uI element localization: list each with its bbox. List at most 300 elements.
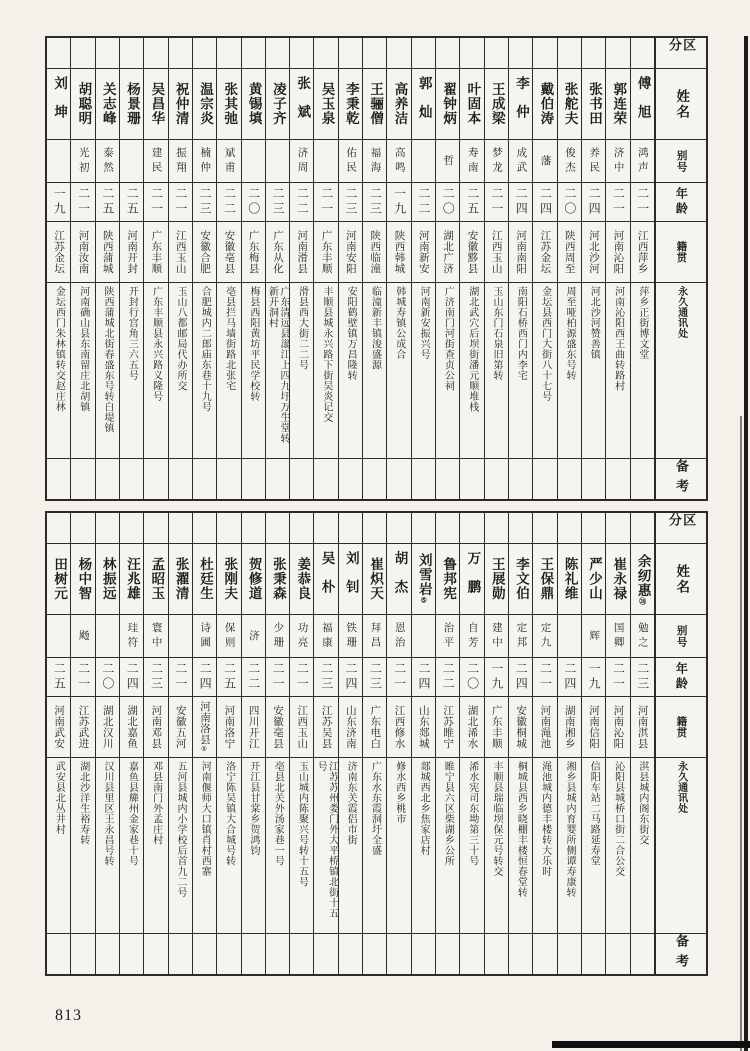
person-name: 胡聪明 bbox=[76, 82, 92, 126]
native-place-cell bbox=[363, 697, 386, 758]
directory-entry bbox=[168, 513, 192, 974]
header-alias-label: 别号 bbox=[675, 149, 687, 173]
person-native-place: 河南新安 bbox=[417, 230, 429, 274]
address-cell bbox=[582, 283, 605, 459]
person-name: 余纫惠㉘ bbox=[635, 553, 651, 605]
age-cell bbox=[558, 658, 581, 697]
notes-cell bbox=[339, 459, 362, 499]
directory-entry bbox=[168, 38, 192, 499]
alias-cell bbox=[71, 615, 94, 658]
person-age: 一九 bbox=[587, 662, 602, 692]
native-place-cell bbox=[217, 697, 240, 758]
name-cell bbox=[169, 544, 192, 615]
alias-cell bbox=[96, 140, 119, 183]
person-age: 二三 bbox=[344, 187, 358, 217]
person-native-place: 江苏吴县 bbox=[320, 705, 332, 749]
directory-entry bbox=[70, 513, 94, 974]
address-cell bbox=[96, 283, 119, 459]
alias-cell bbox=[606, 615, 629, 658]
header-address-label: 永久通讯处 bbox=[675, 286, 687, 339]
person-address: 广济南门河街查贞公祠 bbox=[442, 286, 454, 391]
address-cell bbox=[217, 758, 240, 934]
header-alias bbox=[656, 140, 706, 183]
name-cell bbox=[120, 69, 143, 140]
person-address: 广东清远县滃江上四九圩万生堂转新开洞村 bbox=[266, 286, 289, 444]
native-place-cell bbox=[387, 697, 410, 758]
age-cell bbox=[314, 658, 337, 697]
address-cell bbox=[582, 758, 605, 934]
person-native-place: 河南安阳 bbox=[344, 230, 356, 274]
address-cell bbox=[339, 283, 362, 459]
person-age: 二二 bbox=[295, 187, 310, 217]
person-age: 二三 bbox=[198, 187, 213, 217]
person-age: 二一 bbox=[611, 187, 626, 217]
notes-cell bbox=[387, 459, 410, 499]
person-native-place: 广东丰顺 bbox=[490, 705, 502, 749]
person-age: 二五 bbox=[465, 187, 480, 217]
notes-cell bbox=[558, 459, 581, 499]
person-address: 丰顺县瑞临坝保元号转交 bbox=[491, 761, 503, 877]
person-alias: 定九 bbox=[539, 621, 551, 651]
person-address: 亳县北关外汤家巷一号 bbox=[272, 761, 284, 866]
address-cell bbox=[363, 283, 386, 459]
person-address: 金坛西门朱林镇转交赵庄林 bbox=[53, 286, 65, 412]
name-cell bbox=[460, 69, 483, 140]
age-cell bbox=[582, 183, 605, 222]
address-cell bbox=[460, 283, 483, 459]
name-cell bbox=[242, 544, 265, 615]
age-cell bbox=[144, 183, 167, 222]
person-name: 汪兆雄 bbox=[125, 557, 141, 601]
name-cell bbox=[363, 69, 386, 140]
directory-entry bbox=[119, 38, 143, 499]
native-place-cell bbox=[533, 697, 556, 758]
person-age: 二二 bbox=[246, 662, 261, 692]
person-address: 亳县拦马墙街路北张宅 bbox=[223, 286, 235, 391]
name-cell bbox=[71, 544, 94, 615]
person-address: 广东水东霞洞圩全盛 bbox=[369, 761, 381, 856]
notes-cell bbox=[71, 934, 94, 974]
person-name: 王展勋 bbox=[489, 557, 505, 601]
section-cell bbox=[509, 513, 532, 544]
person-address: 开江县甘棠乡贺鸿钧 bbox=[247, 761, 259, 856]
person-native-place: 湖北广济 bbox=[442, 230, 454, 274]
native-place-cell bbox=[266, 697, 289, 758]
person-name: 严少山 bbox=[586, 557, 602, 601]
person-alias: 佑民 bbox=[345, 146, 357, 176]
age-cell bbox=[169, 658, 192, 697]
native-place-cell bbox=[266, 222, 289, 283]
person-age: 二〇 bbox=[246, 187, 261, 217]
person-native-place: 河南沁阳 bbox=[612, 230, 624, 274]
section-cell bbox=[558, 38, 581, 69]
directory-entry bbox=[313, 513, 337, 974]
notes-cell bbox=[314, 459, 337, 499]
address-cell bbox=[193, 758, 216, 934]
person-alias: 治平 bbox=[442, 621, 454, 651]
notes-cell bbox=[606, 459, 629, 499]
person-address: 丰顺县城永兴路下街吴炎记交 bbox=[320, 286, 332, 423]
person-name: 张秉森 bbox=[270, 557, 286, 601]
person-native-place: 江西玉山 bbox=[296, 705, 308, 749]
person-name: 杨景珊 bbox=[125, 82, 141, 126]
section-cell bbox=[460, 38, 483, 69]
native-place-cell bbox=[606, 222, 629, 283]
person-name: 戴伯涛 bbox=[538, 82, 554, 126]
header-address bbox=[656, 283, 706, 459]
person-address: 萍乡正街博文堂 bbox=[636, 286, 648, 360]
person-alias: 建中 bbox=[491, 621, 503, 651]
age-cell bbox=[460, 658, 483, 697]
native-place-cell bbox=[71, 222, 94, 283]
notes-cell bbox=[120, 459, 143, 499]
person-age: 二五 bbox=[125, 187, 140, 217]
alias-cell bbox=[582, 140, 605, 183]
notes-cell bbox=[606, 934, 629, 974]
person-name: 凌子齐 bbox=[270, 82, 286, 126]
alias-cell bbox=[339, 615, 362, 658]
person-alias: 诗圃 bbox=[199, 621, 211, 651]
person-address: 玉山八都邮局代办所交 bbox=[174, 286, 186, 391]
address-cell bbox=[509, 283, 532, 459]
address-cell bbox=[412, 283, 435, 459]
age-cell bbox=[217, 658, 240, 697]
person-native-place: 安徽五河 bbox=[174, 705, 186, 749]
name-cell bbox=[144, 69, 167, 140]
directory-entry bbox=[265, 38, 289, 499]
person-name: 贺修道 bbox=[246, 557, 262, 601]
alias-cell bbox=[290, 140, 313, 183]
age-cell bbox=[290, 183, 313, 222]
alias-cell bbox=[363, 615, 386, 658]
person-address: 江苏苏州娄门外大平桥镇北街十五号 bbox=[315, 761, 338, 919]
address-cell bbox=[339, 758, 362, 934]
alias-cell bbox=[436, 615, 459, 658]
header-notes bbox=[656, 459, 706, 499]
person-native-place: 安徽合肥 bbox=[199, 230, 211, 274]
alias-cell bbox=[436, 140, 459, 183]
notes-cell bbox=[533, 459, 556, 499]
notes-cell bbox=[290, 459, 313, 499]
person-age: 二一 bbox=[392, 662, 407, 692]
person-alias: 定邦 bbox=[515, 621, 527, 651]
alias-cell bbox=[47, 140, 70, 183]
person-name: 张濯清 bbox=[173, 557, 189, 601]
alias-cell bbox=[314, 140, 337, 183]
person-name: 祝仲清 bbox=[173, 82, 189, 126]
section-cell bbox=[436, 513, 459, 544]
name-cell bbox=[96, 544, 119, 615]
person-alias: 养民 bbox=[588, 146, 600, 176]
age-cell bbox=[509, 658, 532, 697]
alias-cell bbox=[266, 140, 289, 183]
person-alias: 建民 bbox=[150, 146, 162, 176]
directory-entry bbox=[484, 38, 508, 499]
person-age: 二三 bbox=[319, 662, 334, 692]
directory-entry bbox=[386, 513, 410, 974]
person-alias: 自芳 bbox=[466, 621, 478, 651]
person-name: 吴朴 bbox=[319, 550, 335, 608]
address-cell bbox=[606, 758, 629, 934]
section-cell bbox=[509, 38, 532, 69]
age-cell bbox=[339, 183, 362, 222]
person-address: 五河县城内小学校后首九二号 bbox=[174, 761, 186, 898]
notes-cell bbox=[266, 459, 289, 499]
address-cell bbox=[96, 758, 119, 934]
scan-edge-artifact-right bbox=[744, 36, 748, 1051]
person-address: 渑池城内德丰楼转大乐时 bbox=[539, 761, 551, 877]
section-cell bbox=[412, 513, 435, 544]
age-cell bbox=[242, 183, 265, 222]
person-native-place: 江西玉山 bbox=[490, 230, 502, 274]
person-age: 二二 bbox=[441, 662, 456, 692]
header-notes-label: 备考 bbox=[673, 934, 689, 974]
native-place-cell bbox=[509, 222, 532, 283]
address-cell bbox=[242, 283, 265, 459]
directory-entry bbox=[605, 513, 629, 974]
directory-entry bbox=[411, 513, 435, 974]
section-cell bbox=[363, 513, 386, 544]
name-cell bbox=[266, 69, 289, 140]
notes-cell bbox=[509, 934, 532, 974]
alias-cell bbox=[387, 140, 410, 183]
alias-cell bbox=[412, 615, 435, 658]
age-cell bbox=[144, 658, 167, 697]
name-cell bbox=[242, 69, 265, 140]
section-cell bbox=[169, 38, 192, 69]
age-cell bbox=[71, 658, 94, 697]
native-place-cell bbox=[47, 222, 70, 283]
person-native-place: 广东丰顺 bbox=[320, 230, 332, 274]
person-address: 睢宁县六区柴湖乡公所 bbox=[442, 761, 454, 866]
header-native-place bbox=[656, 697, 706, 758]
age-cell bbox=[363, 183, 386, 222]
person-alias: 济 bbox=[247, 630, 259, 642]
address-cell bbox=[485, 283, 508, 459]
section-cell bbox=[47, 513, 70, 544]
header-name-label: 姓名 bbox=[674, 563, 690, 595]
directory-page bbox=[45, 36, 708, 976]
alias-cell bbox=[193, 615, 216, 658]
native-place-cell bbox=[631, 222, 654, 283]
notes-cell bbox=[290, 934, 313, 974]
person-name: 王骊僧 bbox=[368, 82, 384, 126]
notes-cell bbox=[314, 934, 337, 974]
alias-cell bbox=[169, 615, 192, 658]
directory-table-top bbox=[45, 36, 708, 501]
directory-entry bbox=[630, 513, 654, 974]
person-name: 高养洁 bbox=[392, 82, 408, 126]
alias-cell bbox=[509, 615, 532, 658]
person-age: 一九 bbox=[52, 187, 67, 217]
directory-entry bbox=[532, 513, 556, 974]
person-name: 李秉乾 bbox=[343, 82, 359, 126]
person-native-place: 山东济南 bbox=[344, 705, 356, 749]
person-name: 傅旭 bbox=[635, 75, 651, 133]
person-alias: 济周 bbox=[296, 146, 308, 176]
address-cell bbox=[606, 283, 629, 459]
age-cell bbox=[96, 183, 119, 222]
address-cell bbox=[242, 758, 265, 934]
header-address bbox=[656, 758, 706, 934]
name-cell bbox=[460, 544, 483, 615]
age-cell bbox=[631, 183, 654, 222]
notes-cell bbox=[144, 459, 167, 499]
age-cell bbox=[47, 658, 70, 697]
directory-entry bbox=[557, 513, 581, 974]
person-age: 二三 bbox=[635, 662, 650, 692]
person-alias: 珪符 bbox=[126, 621, 138, 651]
person-native-place: 广东从化 bbox=[271, 230, 283, 274]
native-place-cell bbox=[436, 222, 459, 283]
native-place-cell bbox=[631, 697, 654, 758]
directory-entry bbox=[386, 38, 410, 499]
person-address: 韩城寿镇公成合 bbox=[393, 286, 405, 360]
person-native-place: 河南开封 bbox=[126, 230, 138, 274]
name-cell bbox=[193, 544, 216, 615]
person-native-place: 江苏金坛 bbox=[539, 230, 551, 274]
alias-cell bbox=[217, 140, 240, 183]
address-cell bbox=[290, 758, 313, 934]
native-place-cell bbox=[412, 697, 435, 758]
age-cell bbox=[582, 658, 605, 697]
section-cell bbox=[217, 513, 240, 544]
section-cell bbox=[144, 38, 167, 69]
native-place-cell bbox=[242, 697, 265, 758]
age-cell bbox=[217, 183, 240, 222]
section-cell bbox=[71, 513, 94, 544]
directory-entry bbox=[143, 38, 167, 499]
person-native-place: 广东电白 bbox=[369, 705, 381, 749]
person-address: 淇县城内阁东街交 bbox=[636, 761, 648, 845]
address-cell bbox=[266, 283, 289, 459]
person-name: 张书田 bbox=[586, 82, 602, 126]
native-annotation-mark: ⑤ bbox=[200, 745, 209, 753]
person-native-place: 湖北汉川 bbox=[101, 705, 113, 749]
address-cell bbox=[314, 758, 337, 934]
person-name: 李文伯 bbox=[514, 557, 530, 601]
person-address: 济南东关霞侣市街 bbox=[345, 761, 357, 845]
directory-entry bbox=[362, 38, 386, 499]
directory-entry bbox=[459, 38, 483, 499]
name-cell bbox=[193, 69, 216, 140]
name-cell bbox=[509, 69, 532, 140]
native-place-cell bbox=[460, 697, 483, 758]
section-cell bbox=[314, 513, 337, 544]
person-name: 鲁邦宪 bbox=[441, 557, 457, 601]
name-cell bbox=[217, 69, 240, 140]
person-age: 二一 bbox=[76, 187, 91, 217]
header-age bbox=[656, 183, 706, 222]
person-address: 邓县南门外孟庄村 bbox=[150, 761, 162, 845]
section-cell bbox=[290, 38, 313, 69]
person-name: 翟钟炳 bbox=[441, 82, 457, 126]
header-alias-label: 别号 bbox=[675, 624, 687, 648]
address-cell bbox=[47, 758, 70, 934]
section-cell bbox=[193, 38, 216, 69]
person-alias: 国卿 bbox=[612, 621, 624, 651]
address-cell bbox=[193, 283, 216, 459]
person-alias: 成武 bbox=[515, 146, 527, 176]
notes-cell bbox=[217, 459, 240, 499]
person-name: 万鹏 bbox=[465, 550, 481, 608]
person-address: 郯城西北乡焦家店村 bbox=[418, 761, 430, 856]
header-section bbox=[656, 38, 706, 69]
directory-entry bbox=[143, 513, 167, 974]
directory-entry bbox=[241, 38, 265, 499]
name-cell bbox=[217, 544, 240, 615]
person-name: 杨中智 bbox=[76, 557, 92, 601]
address-cell bbox=[47, 283, 70, 459]
name-cell bbox=[485, 69, 508, 140]
native-place-cell bbox=[144, 222, 167, 283]
directory-entry bbox=[192, 513, 216, 974]
directory-entry bbox=[289, 513, 313, 974]
person-native-place: 陕西韩城 bbox=[393, 230, 405, 274]
notes-cell bbox=[485, 459, 508, 499]
name-cell bbox=[436, 544, 459, 615]
name-cell bbox=[339, 69, 362, 140]
header-age-label: 年龄 bbox=[674, 662, 689, 692]
header-native-place-label: 籍贯 bbox=[675, 241, 687, 263]
name-cell bbox=[363, 544, 386, 615]
address-cell bbox=[412, 758, 435, 934]
person-age: 二一 bbox=[489, 187, 504, 217]
person-native-place: 河南武安 bbox=[53, 705, 65, 749]
native-place-cell bbox=[169, 222, 192, 283]
person-address: 安阳鹤壁镇万昌隆转 bbox=[345, 286, 357, 381]
person-native-place: 河南汝南 bbox=[77, 230, 89, 274]
section-cell bbox=[314, 38, 337, 69]
person-name: 陈礼维 bbox=[562, 557, 578, 601]
native-place-cell bbox=[363, 222, 386, 283]
directory-entry bbox=[508, 38, 532, 499]
age-cell bbox=[387, 658, 410, 697]
section-cell bbox=[217, 38, 240, 69]
directory-entry bbox=[95, 513, 119, 974]
native-place-cell bbox=[193, 697, 216, 758]
person-name: 杜廷生 bbox=[197, 557, 213, 601]
person-address: 广东丰顺县永兴路义隆号 bbox=[150, 286, 162, 402]
alias-cell bbox=[290, 615, 313, 658]
directory-entry bbox=[216, 513, 240, 974]
section-cell bbox=[387, 38, 410, 69]
person-age: 一九 bbox=[392, 187, 407, 217]
person-name: 刘雪岩⑤ bbox=[416, 553, 432, 605]
person-age: 二一 bbox=[319, 187, 334, 217]
directory-entry bbox=[630, 38, 654, 499]
age-cell bbox=[96, 658, 119, 697]
name-cell bbox=[96, 69, 119, 140]
person-address: 汉川县里区王永昌号转 bbox=[102, 761, 114, 866]
name-cell bbox=[47, 69, 70, 140]
person-age: 二二 bbox=[222, 187, 237, 217]
alias-cell bbox=[533, 140, 556, 183]
section-cell bbox=[485, 513, 508, 544]
native-place-cell bbox=[436, 697, 459, 758]
header-notes-label: 备考 bbox=[673, 459, 689, 499]
alias-cell bbox=[460, 615, 483, 658]
section-cell bbox=[120, 38, 143, 69]
age-cell bbox=[631, 658, 654, 697]
person-age: 二一 bbox=[149, 187, 164, 217]
person-alias: 功亮 bbox=[296, 621, 308, 651]
person-alias: 梦龙 bbox=[491, 146, 503, 176]
section-cell bbox=[631, 513, 654, 544]
person-address: 浠水宪司东坳第三十号 bbox=[466, 761, 478, 866]
person-address: 南阳石桥西门内李宅 bbox=[515, 286, 527, 381]
notes-cell bbox=[631, 459, 654, 499]
